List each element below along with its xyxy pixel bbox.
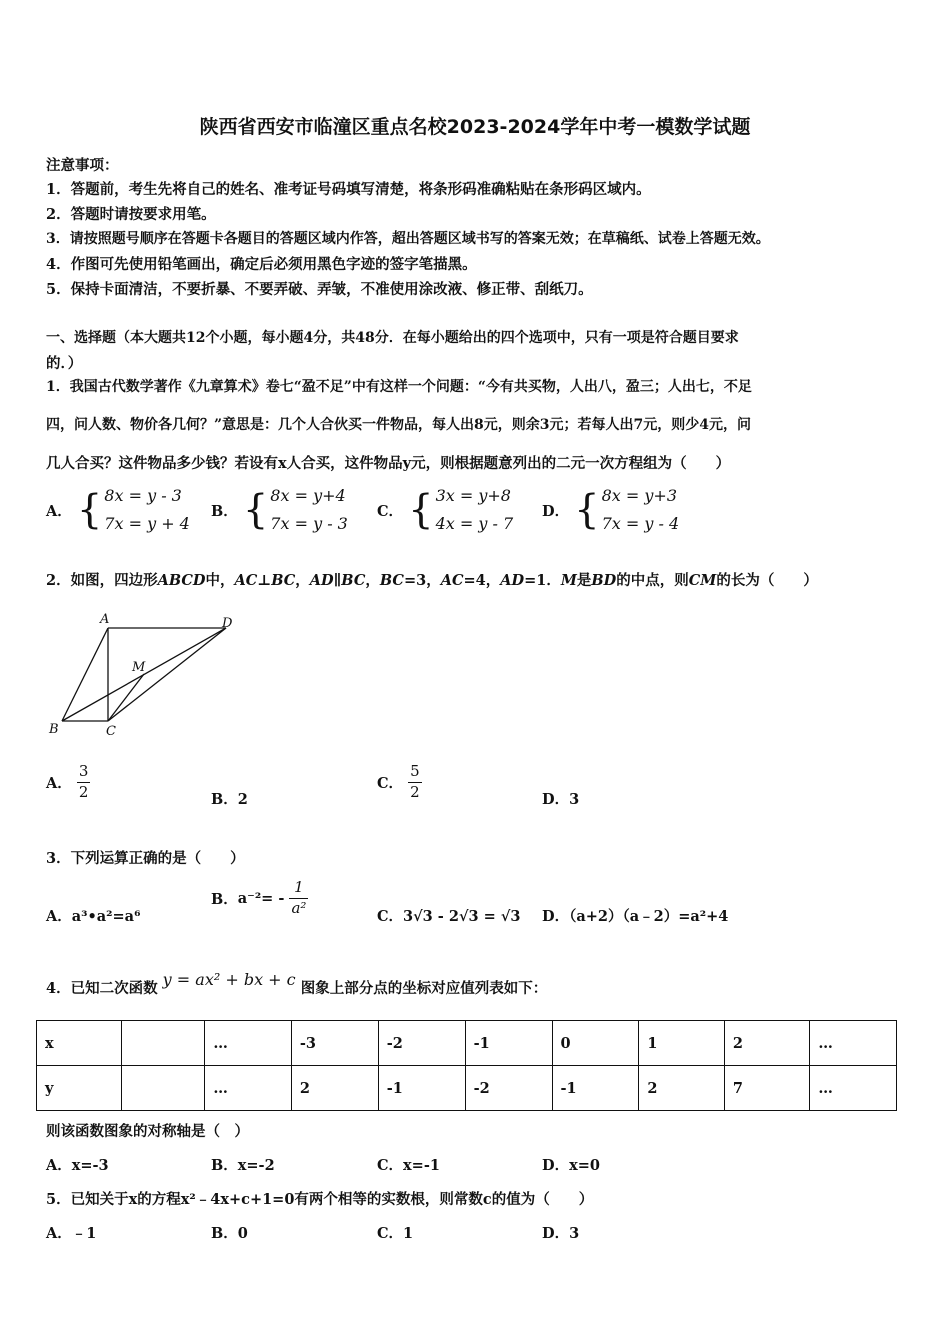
table-cell: x bbox=[37, 1021, 122, 1066]
label-c: C bbox=[106, 724, 116, 739]
table-cell: 0 bbox=[552, 1021, 639, 1066]
q3-option-b[interactable] bbox=[211, 880, 308, 917]
q2-option-d-value: 3 bbox=[569, 791, 580, 808]
q2-figure bbox=[40, 608, 250, 744]
q1-b-eq2: 7x = y - 3 bbox=[270, 514, 348, 533]
table-cell: 7 bbox=[724, 1066, 810, 1111]
q1-c-eq1: 3x = y+8 bbox=[435, 486, 511, 505]
table-row bbox=[37, 1066, 897, 1111]
table-cell: -1 bbox=[378, 1066, 465, 1111]
q1-option-b[interactable]: B． { 8x = y+4 7x = y - 3 bbox=[211, 482, 348, 538]
segment-ab bbox=[62, 628, 108, 721]
table-cell: 2 bbox=[724, 1021, 810, 1066]
table-cell: 2 bbox=[291, 1066, 378, 1111]
table-cell: … bbox=[810, 1066, 897, 1111]
q1-d-eq2: 7x = y - 4 bbox=[601, 514, 680, 533]
q2-option-c-label: C． bbox=[377, 774, 404, 792]
q4-option-d[interactable]: D．x=0 bbox=[542, 1157, 600, 1174]
table-cell: 2 bbox=[639, 1066, 725, 1111]
q1-option-c[interactable]: C． { 3x = y+8 4x = y - 7 bbox=[377, 482, 513, 538]
table-cell: -2 bbox=[465, 1066, 552, 1111]
note-item-2: 2．答题时请按要求用笔。 bbox=[46, 206, 216, 223]
q4-value-table bbox=[36, 1020, 897, 1111]
note-item-3: 3．请按照题号顺序在答题卡各题目的答题区域内作答，超出答题区域书写的答案无效；在草稿纸、试卷上答题无效。 bbox=[46, 231, 770, 247]
q2-option-c[interactable] bbox=[377, 764, 422, 801]
q2-option-b[interactable] bbox=[211, 788, 248, 809]
q5-option-d[interactable]: D．3 bbox=[542, 1225, 580, 1242]
q2-c-denominator: 2 bbox=[410, 782, 420, 801]
q3-option-c-text: 3√3 - 2√3 = √3 bbox=[403, 908, 521, 925]
table-cell: 1 bbox=[639, 1021, 725, 1066]
q5-option-a[interactable]: A．﹣1 bbox=[46, 1225, 97, 1242]
page-title: 陕西省西安市临潼区重点名校2023-2024学年中考一模数学试题 bbox=[199, 116, 751, 138]
section-heading-line2: 的．） bbox=[46, 355, 83, 372]
q2-option-d-label: D． bbox=[542, 791, 570, 808]
q3-b-numerator: 1 bbox=[294, 878, 304, 896]
q1-option-d[interactable]: D． { 8x = y+3 7x = y - 4 bbox=[542, 482, 679, 538]
q3-option-a-label: A． bbox=[46, 908, 72, 925]
table-cell: y bbox=[37, 1066, 122, 1111]
q2-option-a[interactable] bbox=[46, 764, 90, 801]
q1-option-d-label: D． bbox=[542, 502, 570, 520]
q3-option-c[interactable] bbox=[377, 905, 520, 926]
q3-option-a-text: a³•a²=a⁶ bbox=[71, 908, 141, 925]
q4-stem-pre: 4．已知二次函数 bbox=[46, 980, 158, 997]
q2-a-numerator: 3 bbox=[78, 762, 89, 780]
table-cell: -2 bbox=[378, 1021, 465, 1066]
q3-option-b-pre: a⁻²= - bbox=[237, 889, 285, 907]
label-a: A bbox=[100, 612, 110, 627]
q4-stem bbox=[46, 970, 548, 998]
q4-option-a[interactable]: A．x=-3 bbox=[46, 1157, 109, 1174]
label-b: B bbox=[49, 722, 59, 737]
table-cell: … bbox=[810, 1021, 897, 1066]
table-cell: … bbox=[205, 1066, 292, 1111]
label-m: M bbox=[132, 660, 146, 675]
q2-option-a-label: A． bbox=[46, 774, 72, 792]
table-cell: -3 bbox=[291, 1021, 378, 1066]
table-cell: … bbox=[205, 1021, 292, 1066]
q3-option-d-label: D． bbox=[542, 908, 570, 925]
q1-a-eq2: 7x = y + 4 bbox=[104, 514, 190, 533]
q4-option-c[interactable]: C．x=-1 bbox=[377, 1157, 440, 1174]
q5-stem: 5．已知关于x的方程x²﹣4x+c+1=0有两个相等的实数根，则常数c的值为（ ） bbox=[46, 1191, 594, 1208]
q3-option-a[interactable] bbox=[46, 905, 140, 926]
notes-heading: 注意事项： bbox=[46, 157, 119, 174]
q2-option-b-label: B． bbox=[211, 791, 238, 808]
q5-option-c[interactable]: C．1 bbox=[377, 1225, 414, 1242]
q2-option-b-value: 2 bbox=[237, 791, 248, 808]
q3-b-denominator: a² bbox=[291, 898, 307, 917]
q1-line2: 四，问人数、物价各几何？”意思是：几个人合伙买一件物品，每人出8元，则余3元；若每人出7元，则少4元，问 bbox=[46, 417, 752, 433]
section-heading-line1: 一、选择题（本大题共12个小题，每小题4分，共48分．在每小题给出的四个选项中，只有一项是符合题目要求 bbox=[46, 330, 739, 346]
note-item-1: 1．答题前，考生先将自己的姓名、准考证号码填写清楚，将条形码准确粘贴在条形码区域内。 bbox=[46, 181, 651, 198]
q1-line3: 几人合买？这件物品多少钱？若设有x人合买，这件物品y元，则根据题意列出的二元一次方程组为（ ） bbox=[46, 455, 731, 472]
q1-b-eq1: 8x = y+4 bbox=[270, 486, 346, 505]
q3-option-b-label: B． bbox=[211, 890, 238, 908]
q2-c-numerator: 5 bbox=[410, 762, 420, 780]
q4-stem-post: 图象上部分点的坐标对应值列表如下： bbox=[300, 980, 548, 997]
q2-a-denominator: 2 bbox=[78, 782, 89, 801]
q4-formula: y = ax² + bx + c bbox=[162, 970, 296, 989]
q3-option-c-label: C． bbox=[377, 908, 404, 925]
q1-a-eq1: 8x = y - 3 bbox=[104, 486, 182, 505]
q4-question: 则该函数图象的对称轴是（ ） bbox=[46, 1123, 249, 1140]
table-cell: -1 bbox=[552, 1066, 639, 1111]
q1-line1: 1．我国古代数学著作《九章算术》卷七“盈不足”中有这样一个问题：“今有共买物，人出八，盈三；人出七，不足 bbox=[46, 379, 752, 395]
label-d: D bbox=[222, 616, 233, 631]
q2-option-d[interactable] bbox=[542, 788, 579, 809]
table-cell bbox=[122, 1021, 205, 1066]
q4-option-b[interactable]: B．x=-2 bbox=[211, 1157, 275, 1174]
q1-c-eq2: 4x = y - 7 bbox=[435, 514, 514, 533]
q3-option-d-text: （a+2）（a﹣2）=a²+4 bbox=[569, 908, 729, 925]
note-item-5: 5．保持卡面清洁，不要折暴、不要弄破、弄皱，不准使用涂改液、修正带、刮纸刀。 bbox=[46, 281, 593, 298]
q3-option-d[interactable] bbox=[542, 905, 728, 926]
q2-stem: 2．如图，四边形ABCD中，AC⊥BC，AD∥BC，BC=3，AC=4，AD=1．M是BD的中点，则CM的长为（ ） bbox=[46, 572, 818, 589]
q5-option-b[interactable]: B．0 bbox=[211, 1225, 248, 1242]
segment-cd bbox=[108, 628, 226, 721]
table-cell: -1 bbox=[465, 1021, 552, 1066]
table-cell bbox=[122, 1066, 205, 1111]
q3-stem: 3．下列运算正确的是（ ） bbox=[46, 850, 245, 867]
q1-option-c-label: C． bbox=[377, 502, 404, 520]
q1-option-a-label: A． bbox=[46, 502, 72, 520]
q1-option-b-label: B． bbox=[211, 502, 238, 520]
note-item-4: 4．作图可先使用铅笔画出，确定后必须用黑色字迹的签字笔描黑。 bbox=[46, 256, 477, 273]
table-row bbox=[37, 1021, 897, 1066]
q1-d-eq1: 8x = y+3 bbox=[601, 486, 677, 505]
q1-option-a[interactable]: A． { 8x = y - 3 7x = y + 4 bbox=[46, 482, 190, 538]
